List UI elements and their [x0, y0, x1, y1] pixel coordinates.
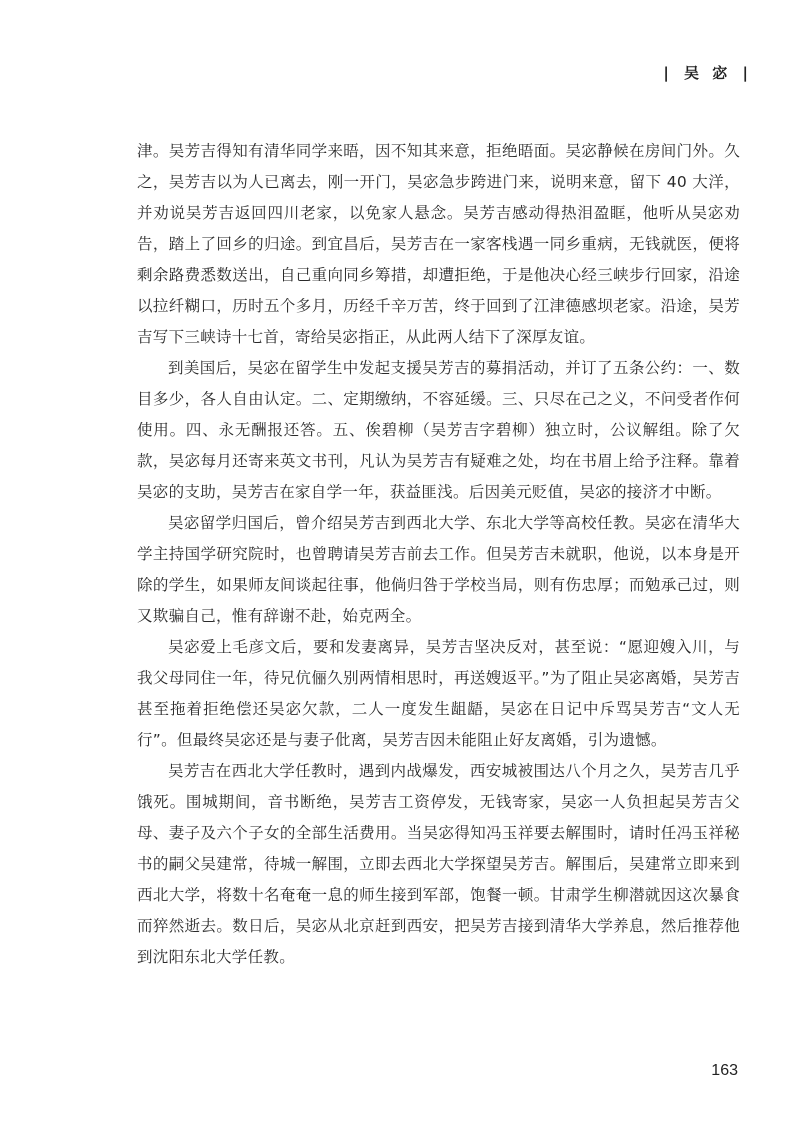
- paragraph-2: 到美国后，吴宓在留学生中发起支援吴芳吉的募捐活动，并订了五条公约：一、数目多少，各人自由认定。二、定期缴纳，不容延缓。三、只尽在己之义，不问受者作何使用。四、永无酬报还答。五、俟碧柳（吴芳吉字碧柳）独立时，公议解组。除了欠款，吴宓每月还寄来英文书刊，凡认为吴芳吉有疑难之处，均在书眉上给予注释。靠着吴宓的支助，吴芳吉在家自学一年，获益匪浅。后因美元贬值，吴宓的接济才中断。: [137, 359, 740, 501]
- paragraph-3: 吴宓留学归国后，曾介绍吴芳吉到西北大学、东北大学等高校任教。吴宓在清华大学主持国学研究院时，也曾聘请吴芳吉前去工作。但吴芳吉未就职，他说，以本身是开除的学生，如果师友间谈起往事，他倘归咎于学校当局，则有伤忠厚；而勉承己过，则又欺骗自己，惟有辞谢不赴，始克两全。: [137, 514, 740, 625]
- paragraph-5: 吴芳吉在西北大学任教时，遇到内战爆发，西安城被围达八个月之久，吴芳吉几乎饿死。围城期间，音书断绝，吴芳吉工资停发，无钱寄家，吴宓一人负担起吴芳吉父母、妻子及六个子女的全部生活费用。当吴宓得知冯玉祥要去解围时，请时任冯玉祥秘书的嗣父吴建常，待城一解围，立即去西北大学探望吴芳吉。解围后，吴建常立即来到西北大学，将数十名奄奄一息的师生接到军部，饱餐一顿。甘肃学生柳潜就因这次暴食而猝然逝去。数日后，吴宓从北京赶到西安，把吴芳吉接到清华大学养息，然后推荐他到沈阳东北大学任教。: [137, 762, 740, 966]
- page-number: 163: [711, 1062, 738, 1079]
- header-title: 吴 宓: [684, 64, 732, 82]
- running-header: [661, 62, 754, 83]
- header-bar-right: |: [742, 64, 752, 82]
- body-text: [137, 136, 740, 973]
- paragraph-1: 津。吴芳吉得知有清华同学来晤，因不知其来意，拒绝晤面。吴宓静候在房间门外。久之，吴芳吉以为人已离去，刚一开门，吴宓急步跨进门来，说明来意，留下 40 大洋，并劝说吴芳吉返回四川老家，以免家人悬念。吴芳吉感动得热泪盈眶，他听从吴宓劝告，踏上了回乡的归途。到宜昌后，吴芳吉在一家客栈遇一同乡重病，无钱就医，便将剩余路费悉数送出，自己重向同乡筹措，却遭拒绝，于是他决心经三峡步行回家，沿途以拉纤糊口，历时五个多月，历经千辛万苦，终于回到了江津德感坝老家。沿途，吴芳吉写下三峡诗十七首，寄给吴宓指正，从此两人结下了深厚友谊。: [137, 142, 740, 346]
- paragraph-4: 吴宓爱上毛彦文后，要和发妻离异，吴芳吉坚决反对，甚至说：“愿迎嫂入川，与我父母同住一年，待兄伉俪久别两情相思时，再送嫂返平。”为了阻止吴宓离婚，吴芳吉甚至拖着拒绝偿还吴宓欠款，二人一度发生龃龉，吴宓在日记中斥骂吴芳吉“文人无行”。但最终吴宓还是与妻子仳离，吴芳吉因未能阻止好友离婚，引为遗憾。: [137, 638, 740, 749]
- header-bar-left: |: [663, 64, 673, 82]
